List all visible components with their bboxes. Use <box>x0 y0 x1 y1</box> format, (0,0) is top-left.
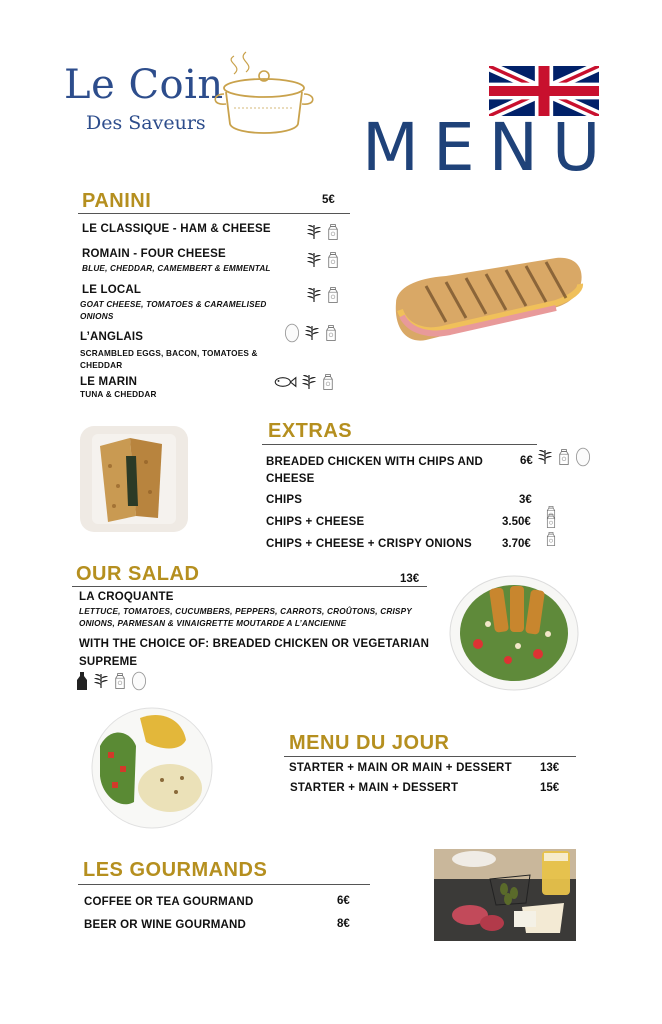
milk-carton-icon <box>112 671 128 691</box>
gourmand-board-photo <box>434 849 576 941</box>
menu-du-jour-item-price: 15€ <box>540 782 560 794</box>
wheat-icon <box>303 323 321 343</box>
salad-heading: OUR SALAD <box>76 563 200 585</box>
milk-carton-icon <box>544 512 558 530</box>
salad-desc: LETTUCE, TOMATOES, CUCUMBERS, PEPPERS, CARROTS, CROÛTONS, CRISPY ONIONS, PARMESAN & VINAIGRETTE MOUTARDE A L’ANCIENNE <box>79 607 412 628</box>
salad-name: LA CROQUANTE <box>79 591 174 603</box>
panini-item-name: LE MARIN <box>80 376 138 388</box>
menu-du-jour-divider <box>284 756 576 757</box>
gourmands-divider <box>78 884 370 885</box>
panini-item-name: LE CLASSIQUE - HAM & CHEESE <box>82 223 271 235</box>
egg-icon <box>283 322 301 344</box>
gourmands-heading: LES GOURMANDS <box>83 859 268 881</box>
panini-divider <box>78 213 350 214</box>
panini-item-desc: BLUE, CHEDDAR, CAMEMBERT & EMMENTAL <box>82 264 271 273</box>
extras-divider <box>262 444 537 445</box>
panini-item-name: LE LOCAL <box>82 284 142 296</box>
extras-item-price: 3.50€ <box>502 516 531 528</box>
extras-item-price: 6€ <box>520 455 533 467</box>
extras-item-price: 3.70€ <box>502 538 531 550</box>
menu-title: MENU <box>362 109 615 186</box>
gourmands-item-price: 6€ <box>337 895 350 907</box>
milk-carton-icon <box>544 530 558 548</box>
menu-du-jour-item-price: 13€ <box>540 762 560 774</box>
egg-icon <box>574 446 592 468</box>
extras-item-name: BREADED CHICKEN WITH CHIPS AND CHEESE <box>266 456 484 485</box>
panini-item-name: ROMAIN - FOUR CHEESE <box>82 248 226 260</box>
gourmands-item-price: 8€ <box>337 918 350 930</box>
panini-photo <box>386 248 586 348</box>
salad-divider <box>72 586 427 587</box>
mustard-bottle-icon <box>74 670 90 692</box>
allergen-icons <box>536 446 592 468</box>
logo <box>64 60 324 150</box>
panini-heading: PANINI <box>82 190 152 212</box>
extras-item-price: 3€ <box>519 494 532 506</box>
extras-item-name: CHIPS <box>266 494 303 506</box>
panini-price: 5€ <box>322 194 335 206</box>
allergen-icons <box>305 222 341 242</box>
allergen-icons <box>74 670 148 692</box>
logo-line1: Le Coin <box>64 62 224 108</box>
milk-carton-icon <box>325 250 341 270</box>
salad-price: 13€ <box>400 573 420 585</box>
wheat-icon <box>92 671 110 691</box>
fish-icon <box>272 372 298 392</box>
allergen-icons <box>305 250 341 270</box>
extras-item-name: CHIPS + CHEESE <box>266 516 365 528</box>
wheat-icon <box>305 222 323 242</box>
extras-item-name: CHIPS + CHEESE + CRISPY ONIONS <box>266 538 472 550</box>
wheat-icon <box>305 285 323 305</box>
salad-choice: WITH THE CHOICE OF: BREADED CHICKEN OR VEGETARIAN SUPREME <box>79 638 430 668</box>
wheat-icon <box>300 372 318 392</box>
menu-du-jour-heading: MENU DU JOUR <box>289 732 450 754</box>
milk-carton-icon <box>325 222 341 242</box>
egg-icon <box>130 670 148 692</box>
panini-item-desc: TUNA & CHEDDAR <box>80 390 157 399</box>
allergen-icons <box>283 322 339 344</box>
salad-photo <box>448 574 580 692</box>
plate-photo <box>90 706 214 830</box>
wheat-icon <box>305 250 323 270</box>
allergen-icons <box>272 372 336 392</box>
milk-carton-icon <box>325 285 341 305</box>
breaded-chicken-photo <box>80 426 188 532</box>
panini-item-desc: GOAT CHEESE, TOMATOES & CARAMELISED ONIONS <box>80 300 267 321</box>
gourmands-item-name: BEER OR WINE GOURMAND <box>84 919 247 931</box>
menu-du-jour-item-name: STARTER + MAIN + DESSERT <box>290 782 459 794</box>
panini-item-name: L’ANGLAIS <box>80 331 144 343</box>
milk-carton-icon <box>320 372 336 392</box>
milk-carton-icon <box>556 447 572 467</box>
allergen-icons <box>305 285 341 305</box>
wheat-icon <box>536 447 554 467</box>
menu-du-jour-item-name: STARTER + MAIN OR MAIN + DESSERT <box>289 762 512 774</box>
cooking-pot-icon <box>204 48 314 143</box>
extras-heading: EXTRAS <box>268 420 353 442</box>
gourmands-item-name: COFFEE OR TEA GOURMAND <box>84 896 254 908</box>
milk-carton-icon <box>323 323 339 343</box>
logo-line2: Des Saveurs <box>86 112 206 134</box>
panini-item-desc: SCRAMBLED EGGS, BACON, TOMATOES & CHEDDAR <box>80 349 258 370</box>
